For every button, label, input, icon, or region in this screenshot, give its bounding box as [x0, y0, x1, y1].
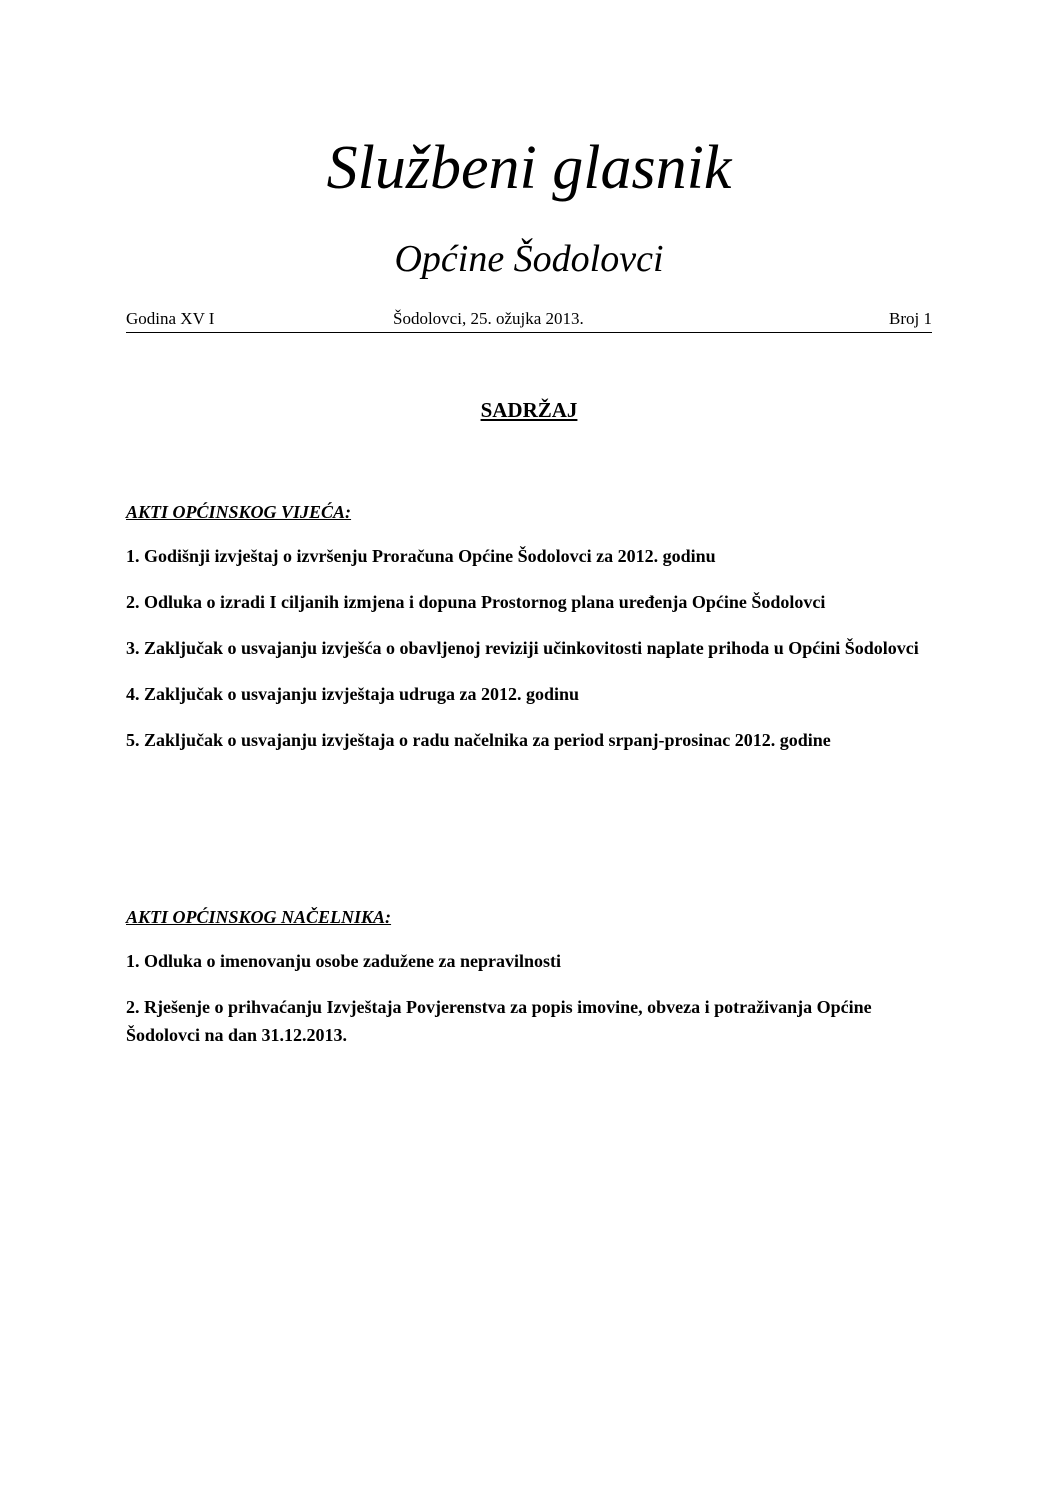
contents-entry: 2. Odluka o izradi I ciljanih izmjena i dopuna Prostornog plana uređenja Općine Šodolovci: [126, 592, 826, 612]
section-heading: AKTI OPĆINSKOG NAČELNIKA:: [126, 907, 392, 927]
section-council-acts: [126, 500, 926, 754]
issue-place-date: Šodolovci, 25. ožujka 2013.: [393, 309, 584, 328]
issue-number: Broj 1: [889, 309, 932, 328]
section-heading: AKTI OPĆINSKOG VIJEĆA:: [126, 502, 352, 522]
contents-entry: 2. Rješenje o prihvaćanju Izvještaja Povjerenstva za popis imovine, obveza i potraživanja Općine Šodolovci na dan 31.12.2013.: [126, 997, 872, 1045]
contents-heading: [0, 396, 1058, 424]
issue-year: Godina XV I: [126, 309, 215, 328]
contents-entry: 5. Zaključak o usvajanju izvještaja o radu načelnika za period srpanj-prosinac 2012. godine: [126, 730, 831, 750]
gazette-title: Službeni glasnik: [326, 134, 732, 202]
issue-info-line: [126, 308, 932, 333]
section-mayor-acts: [126, 905, 926, 1049]
contents-entry: 1. Odluka o imenovanju osobe zadužene za nepravilnosti: [126, 951, 562, 971]
contents-entry: 3. Zaključak o usvajanju izvješća o obavljenoj reviziji učinkovitosti naplate prihoda u Općini Šodolovci: [126, 638, 919, 658]
contents-entry: 1. Godišnji izvještaj o izvršenju Proračuna Općine Šodolovci za 2012. godinu: [126, 546, 716, 566]
contents-heading-text: SADRŽAJ: [480, 398, 578, 422]
municipality-subtitle: Općine Šodolovci: [394, 238, 664, 280]
contents-entry: 4. Zaključak o usvajanju izvještaja udruga za 2012. godinu: [126, 684, 580, 704]
